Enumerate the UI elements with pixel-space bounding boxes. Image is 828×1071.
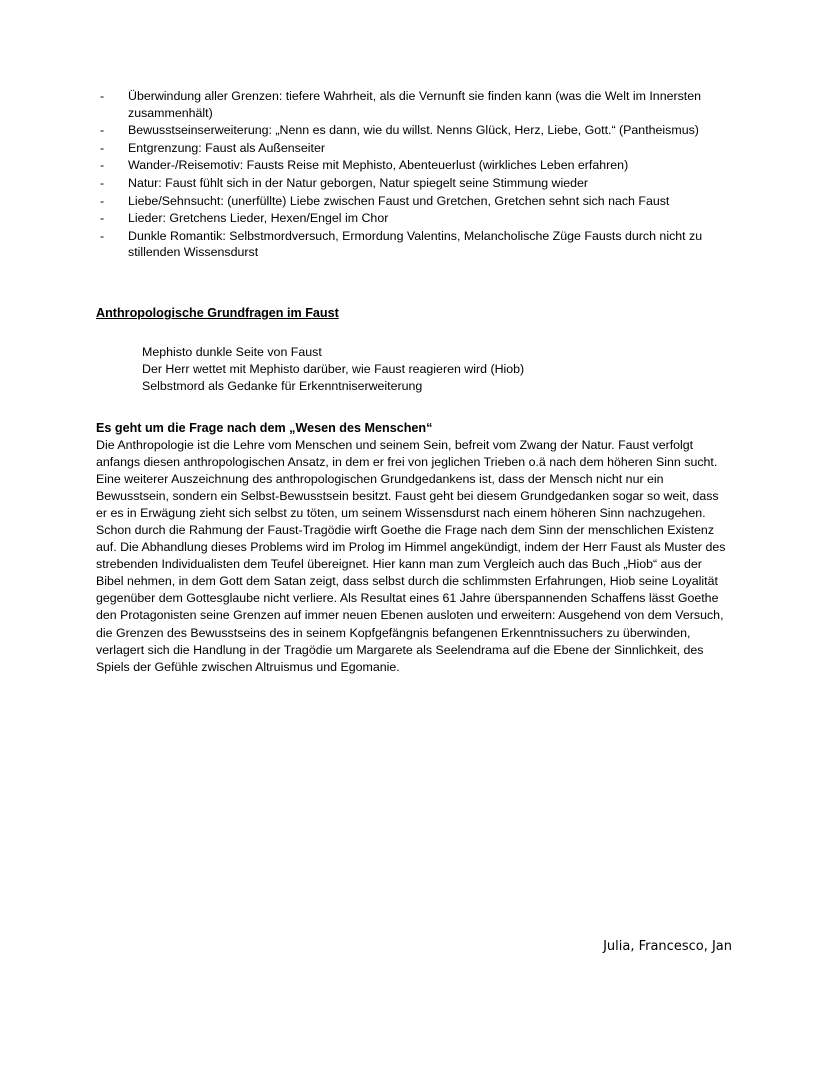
bullet-text: Bewusstseinserweiterung: „Nenn es dann, wie du willst. Nenns Glück, Herz, Liebe, Gott.“ (Pantheismus) (128, 123, 699, 138)
list-item (96, 157, 732, 174)
note-line: Der Herr wettet mit Mephisto darüber, wie Faust reagieren wird (Hiob) (142, 362, 525, 377)
bullet-marker: - (100, 211, 105, 226)
bold-lead-line: Es geht um die Frage nach dem „Wesen des Menschen“ (96, 420, 433, 435)
bullet-text: Wander-/Reisemotiv: Fausts Reise mit Mephisto, Abenteuerlust (wirkliches Leben erfahren) (128, 158, 629, 173)
bullet-text: Natur: Faust fühlt sich in der Natur geborgen, Natur spiegelt seine Stimmung wieder (128, 175, 589, 190)
section-heading: Anthropologische Grundfragen im Faust (96, 305, 339, 320)
author-signature: Julia, Francesco, Jan (603, 939, 732, 954)
bullet-text: Überwindung aller Grenzen: tiefere Wahrheit, als die Vernunft sie finden kann (was die Welt im Innersten zusammenhält) (128, 89, 702, 120)
indented-notes (142, 344, 732, 396)
list-item (96, 210, 732, 227)
bullet-marker: - (100, 89, 105, 103)
bullet-text: Liebe/Sehnsucht: (unerfüllte) Liebe zwischen Faust und Gretchen, Gretchen sehnt sich nach Faust (128, 193, 670, 208)
bullet-marker: - (100, 158, 105, 173)
bullet-text: Dunkle Romantik: Selbstmordversuch, Ermordung Valentins, Melancholische Züge Fausts durch nicht zu stillenden Wissensdurst (128, 228, 703, 260)
list-item (96, 193, 732, 210)
list-item (96, 88, 732, 121)
bullet-text: Entgrenzung: Faust als Außenseiter (128, 140, 325, 155)
list-item (96, 228, 732, 261)
bullet-marker: - (100, 193, 105, 208)
list-item (96, 175, 732, 192)
list-item (96, 140, 732, 157)
bullet-marker: - (100, 228, 105, 243)
note-line: Mephisto dunkle Seite von Faust (142, 344, 322, 359)
bullet-marker: - (100, 175, 105, 190)
bullet-marker: - (100, 123, 105, 138)
body-paragraph-1: Die Anthropologie ist die Lehre vom Menschen und seinem Sein, befreit vom Zwang der Natur. Faust verfolgt anfangs diesen anthropologischen Ansatz, in dem er frei von jeglichen Trieben o.ä nach dem höheren Sinn sucht. Eine weiterer Auszeichnung des anthropologischen Grundgedankens ist, dass der Mensch nicht nur ein Bewusstsein, sondern ein Selbst-Bewusstsein besitzt. Faust geht bei diesem Grundgedanken sogar so weit, dass er es in Erwägung zieht sich selbst zu töten, um seinem Wissensdurst nach einem höheren Sinn nachzugehen. (96, 437, 719, 520)
motif-bullet-list (96, 88, 732, 261)
list-item (96, 122, 732, 139)
note-line: Selbstmord als Gedanke für Erkenntniserweiterung (142, 379, 423, 394)
bullet-text: Lieder: Gretchens Lieder, Hexen/Engel im Chor (128, 211, 389, 226)
body-paragraph-2: Schon durch die Rahmung der Faust-Tragödie wirft Goethe die Frage nach dem Sinn der menschlichen Existenz auf. Die Abhandlung dieses Problems wird im Prolog im Himmel angekündigt, indem der Herr Faust als Muster des strebenden Individualisten dem Teufel übereignet. Hier kann man zum Vergleich auch das Buch „Hiob“ aus der Bibel nehmen, in dem Gott dem Satan zeigt, dass selbst durch die schlimmsten Erfahrungen, Hiob seine Loyalität gegenüber dem Gottesglaube nicht verliere. Als Resultat eines 61 Jahre überspannenden Schaffens lässt Goethe den Protagonisten seine Grenzen auf immer neuen Ebenen ausloten und erweitern: Ausgehend von dem Versuch, die Grenzen des Bewusstseins des in seinem Kopfgefängnis befangenen Erkenntnissuchers zu überwinden, verlagert sich die Handlung in der Tragödie um Margarete als Seelendrama auf die Ebene der Sinnlichkeit, des Spiels der Gefühle zwischen Altruismus und Egomanie. (96, 523, 726, 674)
bullet-marker: - (100, 140, 105, 155)
